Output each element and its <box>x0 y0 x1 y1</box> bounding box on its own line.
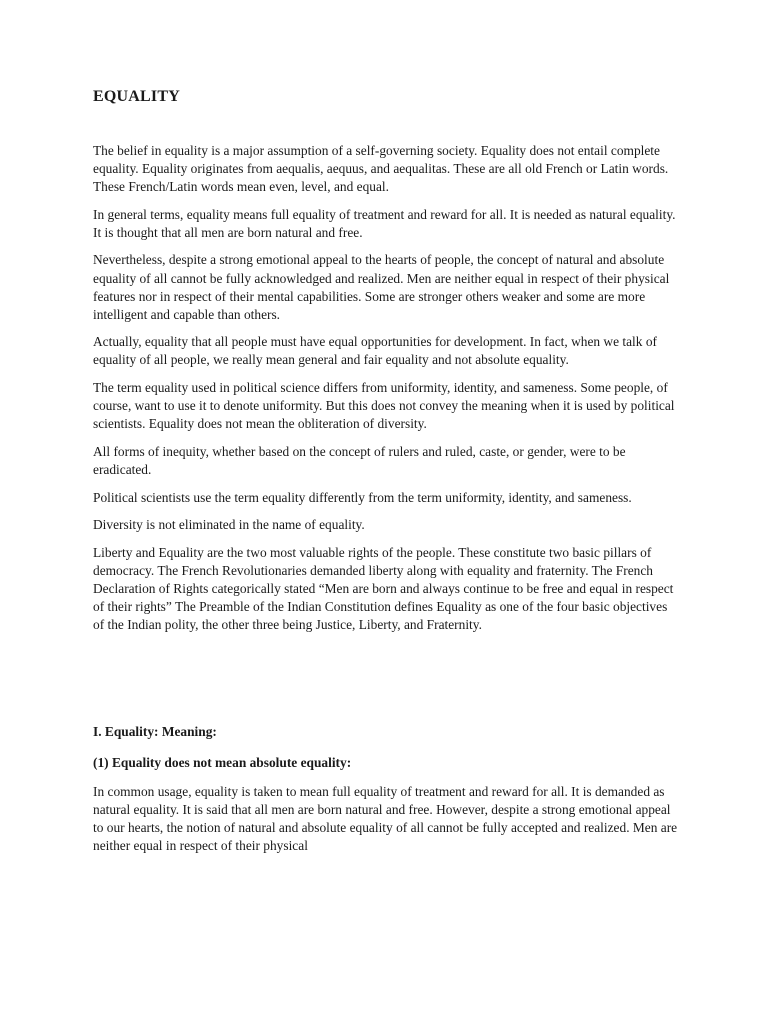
document-page <box>93 86 678 865</box>
paragraph-general-terms: In general terms, equality means full equality of treatment and reward for all. It is needed as natural equality. It is thought that all men are born natural and free. <box>93 206 676 240</box>
paragraph-nevertheless: Nevertheless, despite a strong emotional appeal to the hearts of people, the concept of natural and absolute equality of all cannot be fully acknowledged and realized. Men are neither equal in respect of their physical features nor in respect of their mental capabilities. Some are stronger others weaker and some are more intelligent and capable than others. <box>93 252 670 322</box>
paragraph-political-science: The term equality used in political science differs from uniformity, identity, and sameness. Some people, of course, want to use it to denote uniformity. But this does not convey the meaning when it is used by political scientists. Equality does not mean the obliteration of diversity. <box>93 380 675 432</box>
paragraph-inequity: All forms of inequity, whether based on the concept of rulers and ruled, caste, or gender, were to be eradicated. <box>93 443 626 477</box>
section-heading: I. Equality: Meaning: <box>93 723 217 739</box>
paragraph-political-scientists: Political scientists use the term equality differently from the term uniformity, identity, and sameness. <box>93 489 632 505</box>
paragraph-diversity: Diversity is not eliminated in the name of equality. <box>93 517 365 533</box>
document-title: EQUALITY <box>93 88 180 105</box>
section-spacer <box>93 644 678 723</box>
subsection-heading: (1) Equality does not mean absolute equality: <box>93 754 352 770</box>
paragraph-actually: Actually, equality that all people must have equal opportunities for development. In fact, when we talk of equality of all people, we really mean general and fair equality and not absolute equality. <box>93 334 657 368</box>
paragraph-common-usage: In common usage, equality is taken to mean full equality of treatment and reward for all. It is demanded as natural equality. It is said that all men are born natural and free. However, despite a strong emotional appeal to our hearts, the notion of natural and absolute equality of all cannot be fully accepted and realized. Men are neither equal in respect of their physical <box>93 783 678 853</box>
paragraph-liberty-equality: Liberty and Equality are the two most valuable rights of the people. These constitute two basic pillars of democracy. The French Revolutionaries demanded liberty along with equality and fraternity. The French Declaration of Rights categorically stated “Men are born and always continue to be free and equal in respect of their rights” The Preamble of the Indian Constitution defines Equality as one of the four basic objectives of the Indian polity, the other three being Justice, Liberty, and Fraternity. <box>93 544 674 633</box>
paragraph-intro: The belief in equality is a major assumption of a self-governing society. Equality does not entail complete equality. Equality originates from aequalis, aequus, and aequalitas. These are all old French or Latin words. These French/Latin words mean even, level, and equal. <box>93 143 669 195</box>
